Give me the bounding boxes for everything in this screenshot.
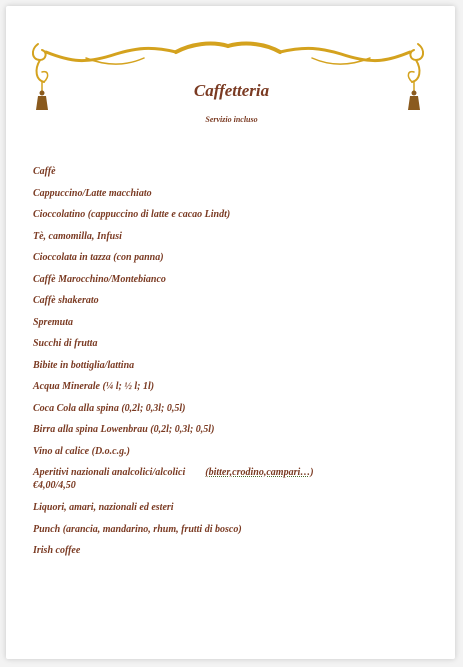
menu-item: Caffè shakerato: [33, 295, 99, 306]
menu-item: Birra alla spina Lowenbrau (0,2l; 0,3l; 0,5l): [33, 424, 215, 435]
aperitivi-price: €4,00/4,50: [33, 480, 76, 491]
menu-item: Irish coffee: [33, 545, 81, 556]
menu-item: Cappuccino/Latte macchiato: [33, 187, 152, 199]
menu-item: Spremuta: [33, 316, 74, 328]
aperitivi-note: (bitter,crodino,campari…): [205, 467, 314, 478]
header-ornament: [26, 36, 430, 116]
menu-item: Caffè: [33, 166, 56, 177]
menu-item: Liquori, amari, nazionali ed esteri: [33, 502, 174, 513]
service-note: Servizio incluso: [205, 115, 258, 124]
aperitivi-label: Aperitivi nazionali analcolici/alcolici: [33, 467, 186, 478]
menu-item-aperitivi: [33, 466, 433, 501]
menu-list: [33, 165, 433, 566]
menu-item: Cioccolatino (cappuccino di latte e cacao Lindt): [33, 209, 231, 220]
menu-item: Vino al calice (D.o.c.g.): [33, 445, 130, 457]
menu-item: Bibite in bottiglia/lattina: [33, 359, 135, 371]
page-title: Caffetteria: [193, 81, 270, 100]
menu-item: Punch (arancia, mandarino, rhum, frutti di bosco): [33, 523, 242, 535]
menu-item: Tè, camomilla, Infusi: [33, 230, 122, 242]
menu-item: Caffè Marocchino/Montebianco: [33, 273, 166, 285]
menu-item: Succhi di frutta: [33, 338, 98, 349]
menu-item: Acqua Minerale (¼ l; ½ l; 1l): [33, 381, 155, 392]
menu-item: Coca Cola alla spina (0,2l; 0,3l; 0,5l): [33, 402, 186, 414]
menu-item: Cioccolata in tazza (con panna): [33, 252, 164, 263]
